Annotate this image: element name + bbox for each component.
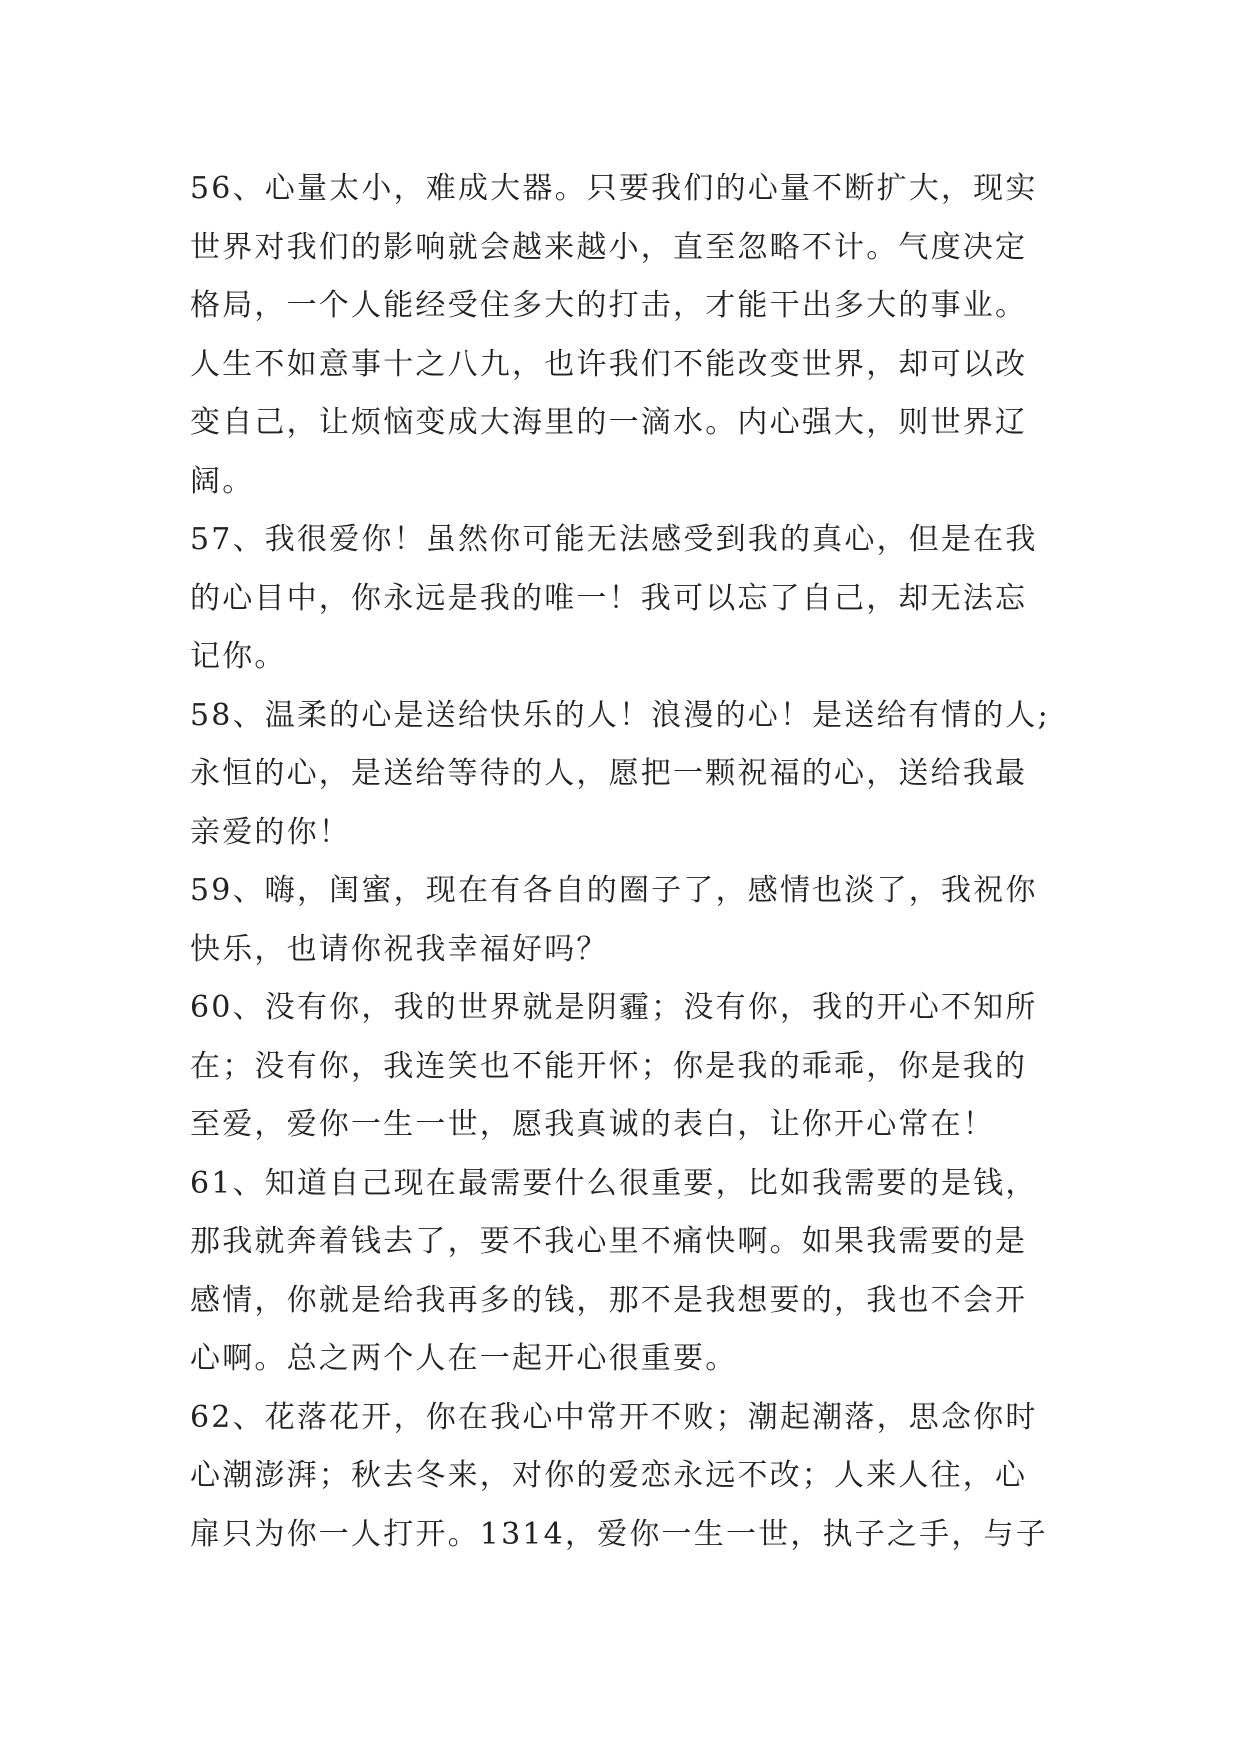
text-line: 至爱，爱你一生一世，愿我真诚的表白，让你开心常在！ (190, 1107, 995, 1142)
text-line: 记你。 (190, 639, 287, 674)
text-line: 57、我很爱你！虽然你可能无法感受到我的真心，但是在我 (190, 522, 1038, 557)
text-line: 的心目中，你永远是我的唯一！我可以忘了自己，却无法忘 (190, 580, 1028, 616)
text-line: 亲爱的你！ (190, 814, 351, 850)
text-line: 永恒的心，是送给等待的人，愿把一颗祝福的心，送给我最 (190, 756, 1028, 791)
text-line: 62、花落花开，你在我心中常开不败；潮起潮落，思念你时 (190, 1399, 1038, 1435)
text-line: 在；没有你，我连笑也不能开怀；你是我的乖乖，你是我的 (190, 1048, 1028, 1084)
text-line: 心啊。总之两个人在一起开心很重要。 (190, 1341, 738, 1376)
text-line: 心潮澎湃；秋去冬来，对你的爱恋永远不改；人来人往，心 (190, 1458, 1028, 1493)
text-line: 扉只为你一人打开。1314，爱你一生一世，执子之手，与子 (190, 1516, 1048, 1552)
text-line: 59、嗨，闺蜜，现在有各自的圈子了，感情也淡了，我祝你 (190, 873, 1038, 908)
text-line: 格局，一个人能经受住多大的打击，才能干出多大的事业。 (190, 288, 1028, 323)
text-line: 变自己，让烦恼变成大海里的一滴水。内心强大，则世界辽 (190, 405, 1028, 440)
text-line: 世界对我们的影响就会越来越小，直至忽略不计。气度决定 (190, 229, 1028, 265)
document-text-body (190, 160, 1070, 1564)
text-line: 那我就奔着钱去了，要不我心里不痛快啊。如果我需要的是 (190, 1224, 1028, 1259)
text-line: 人生不如意事十之八九，也许我们不能改变世界，却可以改 (190, 346, 1028, 382)
text-line: 60、没有你，我的世界就是阴霾；没有你，我的开心不知所 (190, 990, 1038, 1025)
text-line: 快乐，也请你祝我幸福好吗？ (190, 931, 609, 967)
text-line: 56、心量太小，难成大器。只要我们的心量不断扩大，现实 (190, 171, 1038, 206)
text-line: 感情，你就是给我再多的钱，那不是我想要的，我也不会开 (190, 1282, 1028, 1318)
text-line: 阔。 (190, 463, 255, 499)
text-line: 58、温柔的心是送给快乐的人！浪漫的心！是送给有情的人; (190, 697, 1050, 733)
text-line: 61、知道自己现在最需要什么很重要，比如我需要的是钱， (190, 1165, 1038, 1201)
